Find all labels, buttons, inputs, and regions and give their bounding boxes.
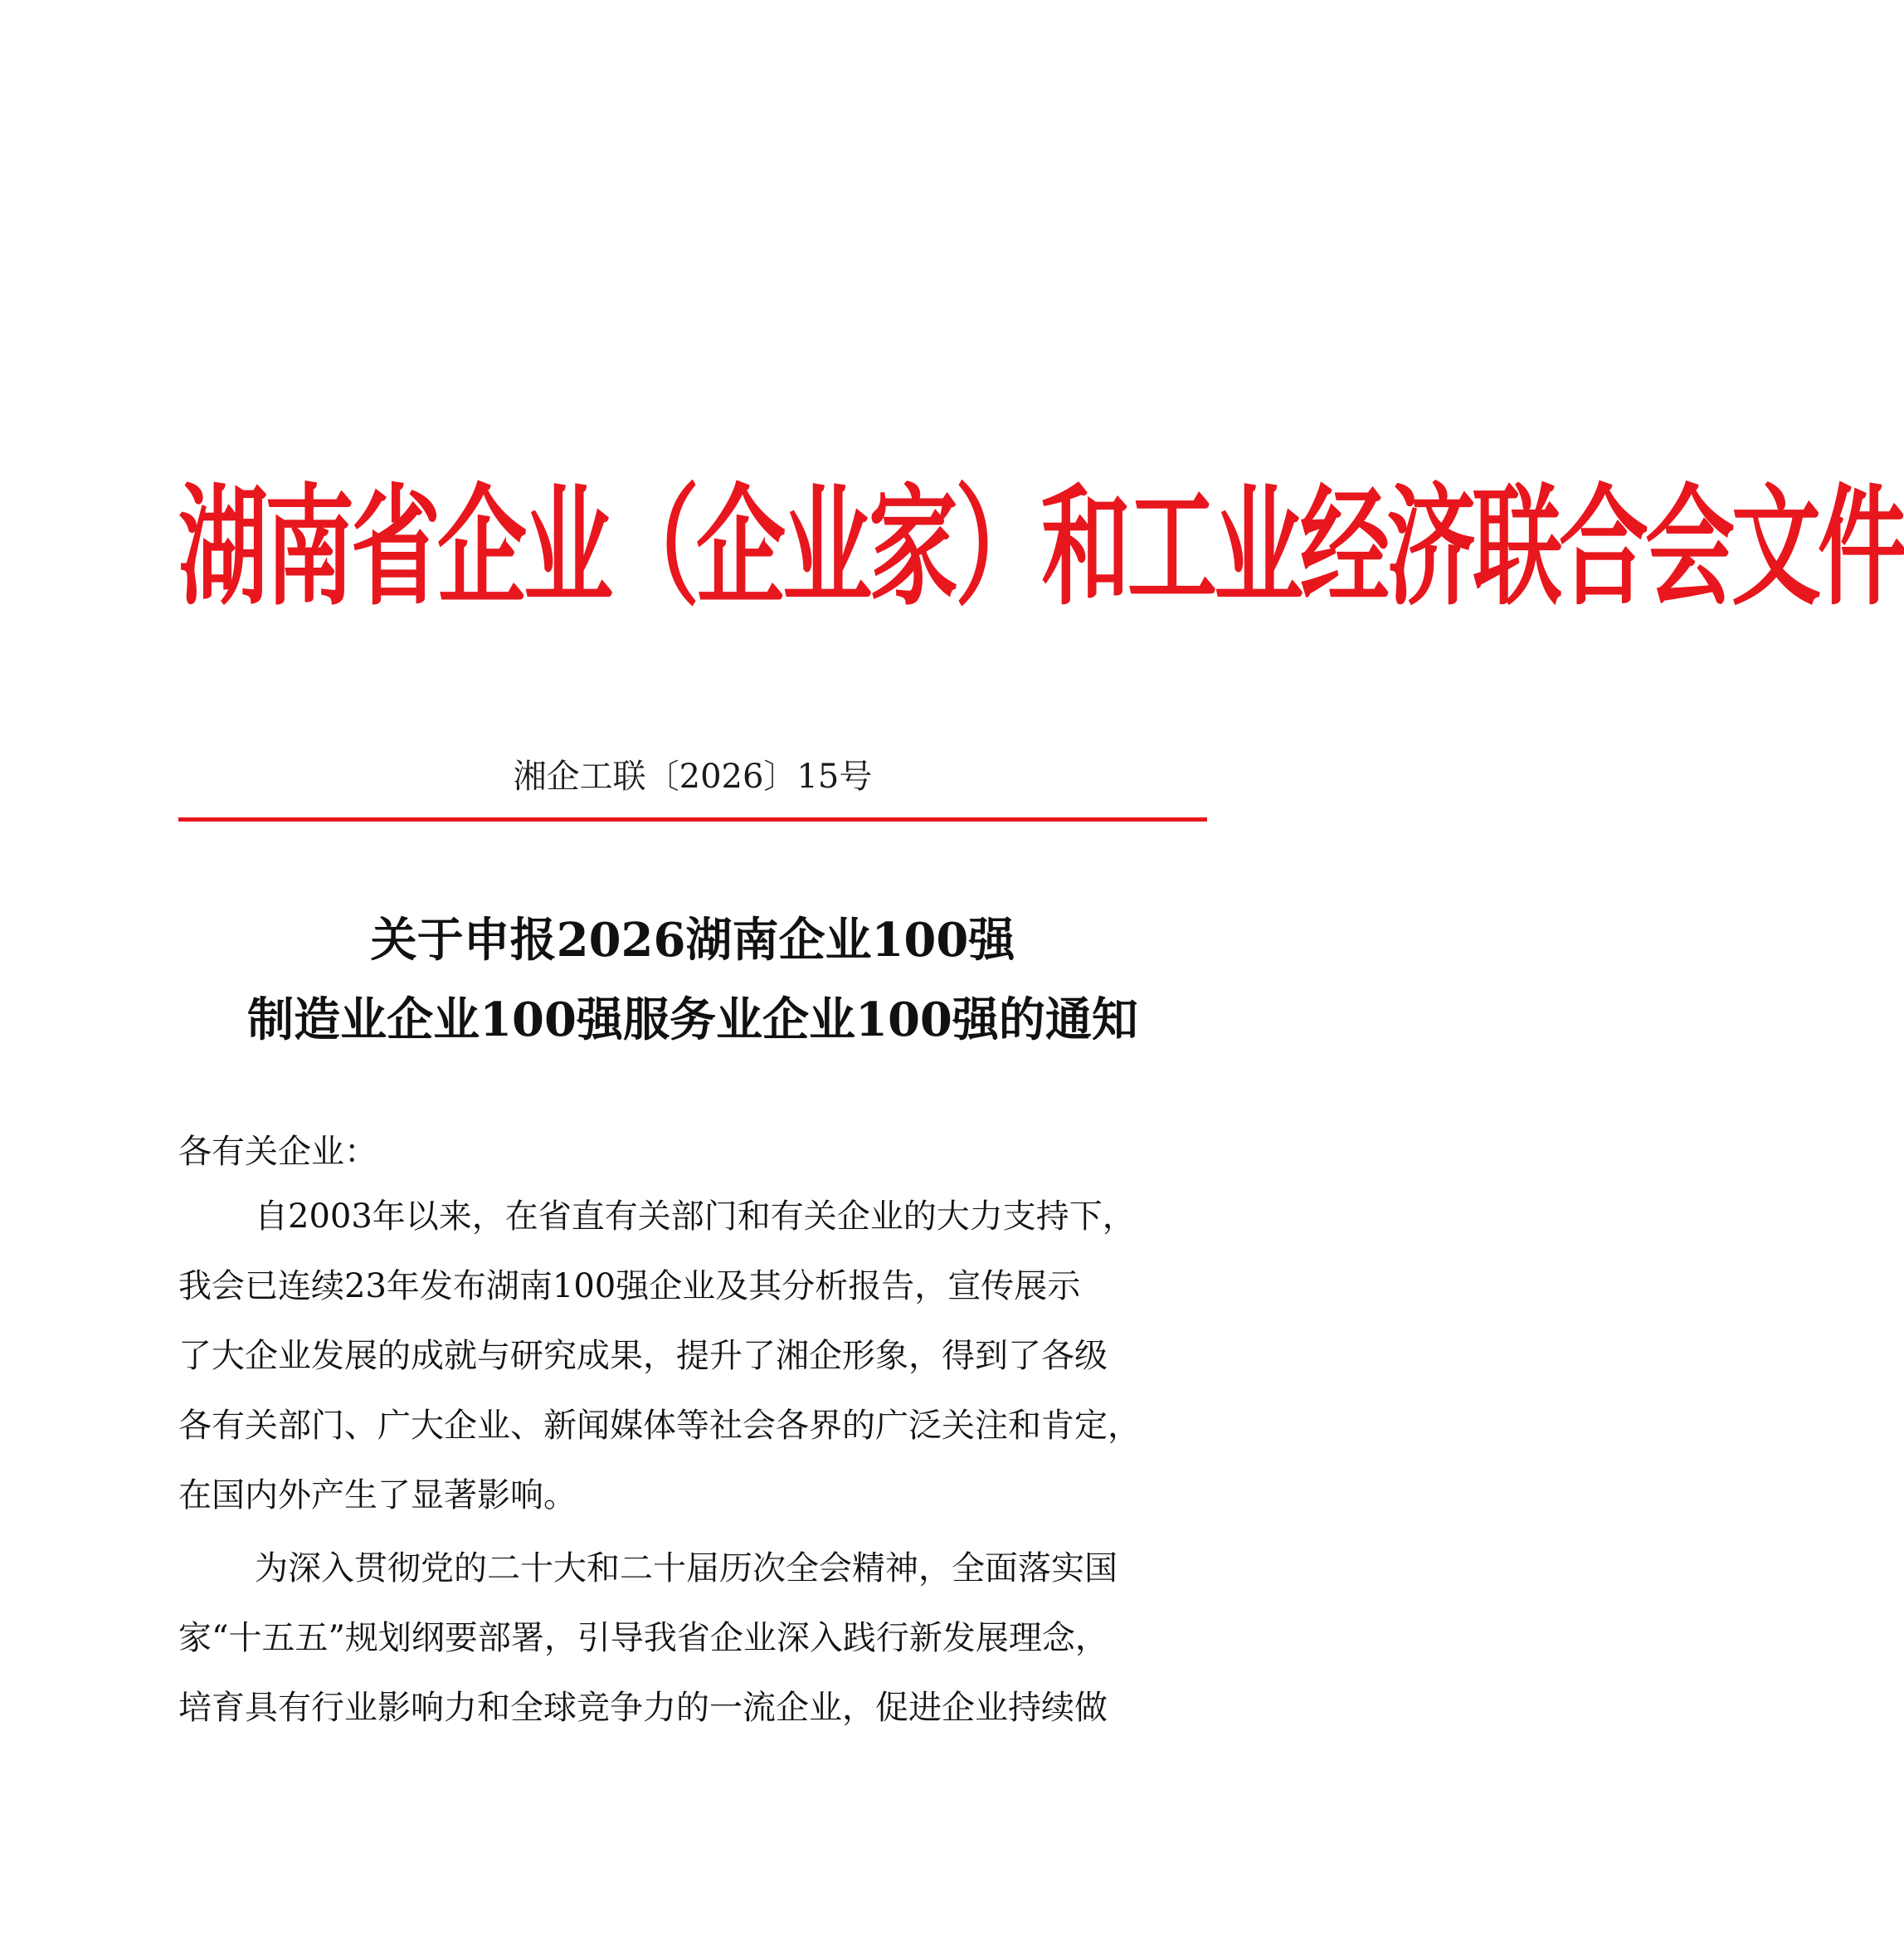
issuer-header: 湖南省企业（企业家）和工业经济联合会文件 <box>178 471 1904 624</box>
paragraph-line: 在国内外产生了显著影响。 <box>178 1476 577 1514</box>
title-line-2: 制造业企业100强服务业企业100强的通知 <box>247 992 1138 1047</box>
red-divider-line <box>178 817 1207 822</box>
document-number: 湘企工联〔2026〕15号 <box>513 758 873 796</box>
paragraph-line: 各有关部门、广大企业、新闻媒体等社会各界的广泛关注和肯定， <box>178 1407 1141 1445</box>
paragraph-line: 培育具有行业影响力和全球竞争力的一流企业，促进企业持续做 <box>178 1689 1108 1727</box>
notice-title <box>178 900 1207 1060</box>
title-line-1: 关于申报2026湖南企业100强 <box>370 913 1015 968</box>
paragraph-2 <box>178 1534 1207 1743</box>
salutation: 各有关企业： <box>178 1133 377 1171</box>
paragraph-line: 自2003年以来，在省直有关部门和有关企业的大力支持下， <box>255 1197 1136 1236</box>
paragraph-line: 我会已连续23年发布湖南100强企业及其分析报告，宣传展示 <box>178 1267 1081 1305</box>
paragraph-line: 为深入贯彻党的二十大和二十届历次全会精神，全面落实国 <box>255 1549 1118 1587</box>
paragraph-1 <box>178 1182 1207 1530</box>
paragraph-line: 家“十五五”规划纲要部署，引导我省企业深入践行新发展理念， <box>178 1619 1108 1657</box>
paragraph-line: 了大企业发展的成就与研究成果，提升了湘企形象，得到了各级 <box>178 1337 1108 1375</box>
